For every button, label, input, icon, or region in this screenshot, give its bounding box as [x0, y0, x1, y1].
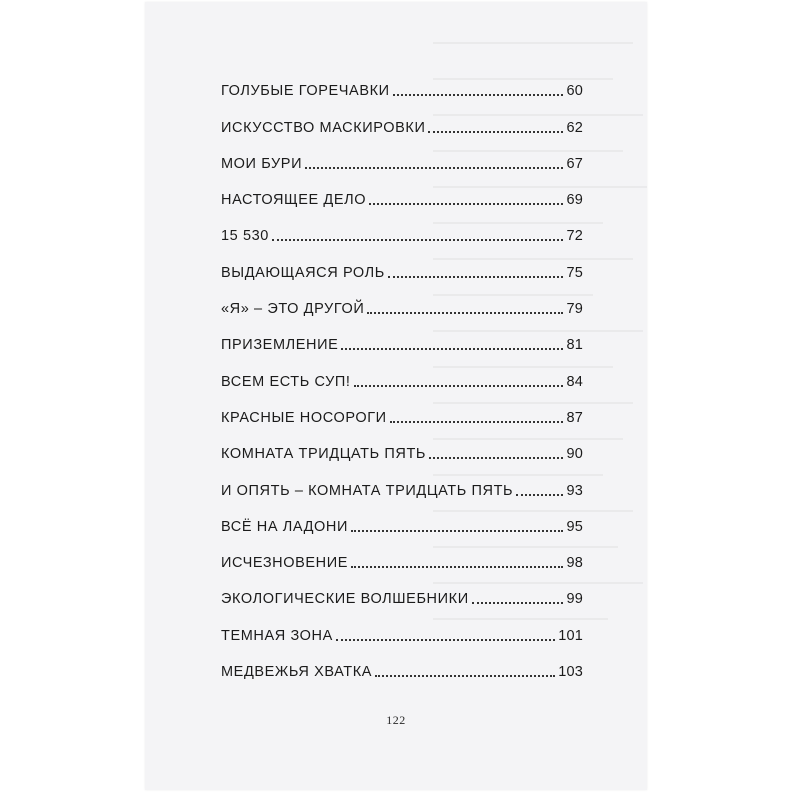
dot-leader	[369, 203, 563, 205]
toc-entry	[221, 649, 583, 685]
table-of-contents	[221, 68, 583, 685]
toc-entry-page: 75	[566, 264, 583, 281]
toc-entry-page: 103	[558, 664, 583, 681]
dot-leader	[429, 457, 563, 459]
toc-entry-title: И ОПЯТЬ – КОМНАТА ТРИДЦАТЬ ПЯТЬ	[221, 482, 514, 499]
dot-leader	[341, 348, 563, 350]
toc-entry	[221, 467, 583, 503]
toc-entry-page: 72	[566, 228, 583, 245]
toc-entry-title: МЕДВЕЖЬЯ ХВАТКА	[221, 664, 373, 681]
toc-entry	[221, 431, 583, 467]
dot-leader	[375, 675, 555, 677]
toc-entry	[221, 249, 583, 285]
toc-entry-title: ЭКОЛОГИЧЕСКИЕ ВОЛШЕБНИКИ	[221, 591, 469, 608]
toc-entry-page: 84	[566, 373, 583, 390]
dot-leader	[367, 312, 563, 314]
toc-entry	[221, 358, 583, 394]
dot-leader	[272, 239, 564, 241]
toc-entry-title: ВСЕМ ЕСТЬ СУП!	[221, 373, 351, 390]
dot-leader	[428, 131, 563, 133]
toc-entry	[221, 504, 583, 540]
dot-leader	[351, 566, 563, 568]
toc-entry	[221, 322, 583, 358]
toc-entry-title: ИСЧЕЗНОВЕНИЕ	[221, 555, 349, 572]
dot-leader	[516, 494, 563, 496]
toc-entry-page: 95	[566, 518, 583, 535]
toc-entry-title: ИСКУССТВО МАСКИРОВКИ	[221, 119, 426, 136]
toc-entry-page: 99	[566, 591, 583, 608]
toc-entry-page: 62	[566, 119, 583, 136]
toc-entry-page: 81	[566, 337, 583, 354]
toc-entry-title: МОИ БУРИ	[221, 155, 303, 172]
toc-entry	[221, 68, 583, 104]
toc-entry	[221, 540, 583, 576]
toc-entry-title: ВЫДАЮЩАЯСЯ РОЛЬ	[221, 264, 385, 281]
dot-leader	[354, 385, 564, 387]
dot-leader	[393, 94, 564, 96]
toc-entry-page: 93	[566, 482, 583, 499]
toc-entry	[221, 286, 583, 322]
toc-entry	[221, 104, 583, 140]
dot-leader	[351, 530, 563, 532]
toc-entry-page: 79	[566, 301, 583, 318]
toc-entry-page: 67	[566, 155, 583, 172]
toc-entry-title: «Я» – ЭТО ДРУГОЙ	[221, 301, 365, 318]
page-number: 122	[386, 713, 406, 727]
toc-entry-page: 60	[566, 83, 583, 100]
toc-entry-title: НАСТОЯЩЕЕ ДЕЛО	[221, 192, 367, 209]
dot-leader	[388, 276, 564, 278]
toc-entry-title: ВСЁ НА ЛАДОНИ	[221, 518, 349, 535]
toc-entry-title: ТЕМНАЯ ЗОНА	[221, 627, 333, 644]
toc-entry-page: 101	[558, 627, 583, 644]
toc-entry-page: 98	[566, 555, 583, 572]
toc-entry-page: 90	[566, 446, 583, 463]
dot-leader	[336, 639, 555, 641]
toc-entry	[221, 612, 583, 648]
toc-entry-title: ПРИЗЕМЛЕНИЕ	[221, 337, 339, 354]
toc-entry-title: КОМНАТА ТРИДЦАТЬ ПЯТЬ	[221, 446, 427, 463]
book-page	[145, 2, 647, 790]
toc-entry	[221, 395, 583, 431]
dot-leader	[305, 167, 563, 169]
toc-entry	[221, 576, 583, 612]
toc-entry-title: 15 530	[221, 228, 269, 245]
dot-leader	[390, 421, 564, 423]
dot-leader	[472, 602, 564, 604]
toc-entry-page: 87	[566, 409, 583, 426]
toc-entry	[221, 141, 583, 177]
toc-entry-title: ГОЛУБЫЕ ГОРЕЧАВКИ	[221, 83, 390, 100]
toc-entry	[221, 213, 583, 249]
toc-entry-title: КРАСНЫЕ НОСОРОГИ	[221, 409, 387, 426]
toc-entry	[221, 177, 583, 213]
toc-entry-page: 69	[566, 192, 583, 209]
